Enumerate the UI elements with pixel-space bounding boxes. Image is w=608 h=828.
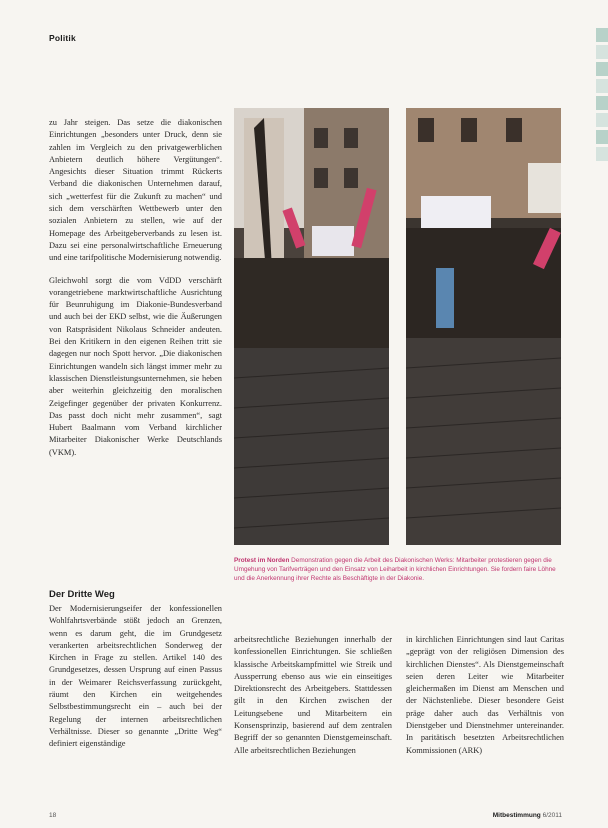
footer-publication (493, 812, 562, 819)
issue-number: 6/2011 (542, 812, 562, 819)
page-edge-tabs (596, 28, 608, 164)
publication-name: Mitbestimmung (492, 812, 541, 819)
section-label: Politik (49, 33, 76, 43)
column-c (406, 634, 564, 767)
page-number: 18 (49, 812, 57, 819)
photo-caption (234, 556, 564, 583)
column-b (234, 634, 392, 767)
column-a (49, 117, 222, 469)
paragraph: in kirchlichen Einrichtungen sind laut Caritas „geprägt von der religiösen Dimension des kirchlichen Dienstes“. Als Dienstgemeinschaft seien deren Leiter wie Mitarbeiter gleichermaßen im Dienst am Menschen und der Nächstenliebe. Dieser besondere Geist präge daher auch das Verhältnis von Dienstgeber und Dienstnehmer untereinander. In paritätisch besetzten Arbeitsrechtlichen Kommissionen (ARK) (406, 635, 564, 755)
caption-lead: Protest im Norden (234, 557, 290, 564)
paragraph: arbeitsrechtliche Beziehungen innerhalb der konfessionellen Einrichtungen. Sie schließen klassische Arbeitskampfmittel wie Streik und Aussperrung ebenso aus wie ein einseitiges Direktionsrecht des Arbeitgebers. Stattdessen gilt in den Kirchen zwischen der Leitungsebene und Mitarbeitern ein Konsensprinzip, basierend auf dem zentralen Begriff der so genannten Dienstgemeinschaft. Alle arbeitsrechtlichen Beziehungen (234, 635, 392, 755)
caption-text: Demonstration gegen die Arbeit des Diakonischen Werks: Mitarbeiter protestieren gegen die Umgehung von Tarifverträgen und den Einsatz von Leiharbeit in kirchlichen Einrichtungen. Sie fordern faire Löhne und die Anerkennung ihrer Rechte als Beschäftigte in der Diakonie. (234, 557, 556, 582)
column-a-bottom (49, 603, 222, 761)
paragraph: zu Jahr steigen. Das setze die diakonischen Einrichtungen „besonders unter Druck, denn sie zahlen im Vergleich zu den privatgewerblichen Anbietern deutlich höhere Vergütungen“. Angesichts dieser Situation trimmt Rückerts Verband die diakonischen Unternehmen darauf, sich „wetterfest für die Zukunft zu machen“ und sich dem verschärften Wettbewerb unter den sozialen Anbietern zu stellen, wie auf der Homepage des Arbeitgeberverbands zu lesen ist. Dazu sei eine personalwirtschaftliche Erneuerung und eine tarifpolitische Modernisierung notwendig. (49, 118, 222, 263)
demonstration-photo-left (234, 108, 389, 545)
demonstration-photo-right (406, 108, 561, 545)
paragraph: Gleichwohl sorgt die vom VdDD verschärft vorangetriebene marktwirtschaftliche Ausrichtung für Beunruhigung im Diakonie-Bundesverband und auch bei der EKD selbst, wie die Äußerungen von Ratspräsident Nikolaus Schneider andeuten. Bei den Kritikern in den eigenen Reihen tritt sie dagegen nur noch Spott hervor. „Die diakonischen Einrichtungen wandeln sich längst immer mehr zu klassischen Dienstleistungsunternehmen, sie heben aber weiterhin gleichzeitig den moralischen Zeigefinger gegenüber der privaten Konkurrenz. Das passt doch nicht mehr zusammen“, sagt Hubert Baalmann vom Verband kirchlicher Mitarbeiter Diakonischer Werke Deutschlands (VKM). (49, 275, 222, 457)
subheading: Der Dritte Weg (49, 589, 115, 600)
paragraph: Der Modernisierungseifer der konfessionellen Wohlfahrtsverbände stößt jedoch an Grenzen, wenn es darum geht, die im Grundgesetz verankerten arbeitsrechtlichen Sonderweg der Kirchen in Frage zu stellen. Artikel 140 des Grundgesetzes, dessen Ursprung auf einen Passus in der Weimarer Reichsverfassung zurückgeht, räumt den Kirchen ein weitgehendes Selbstbestimmungsrecht ein – auch bei der Regelung der internen arbeitsrechtlichen Verhältnisse. Dieser so genannte „Dritte Weg“ definiert eigenständige (49, 604, 222, 749)
